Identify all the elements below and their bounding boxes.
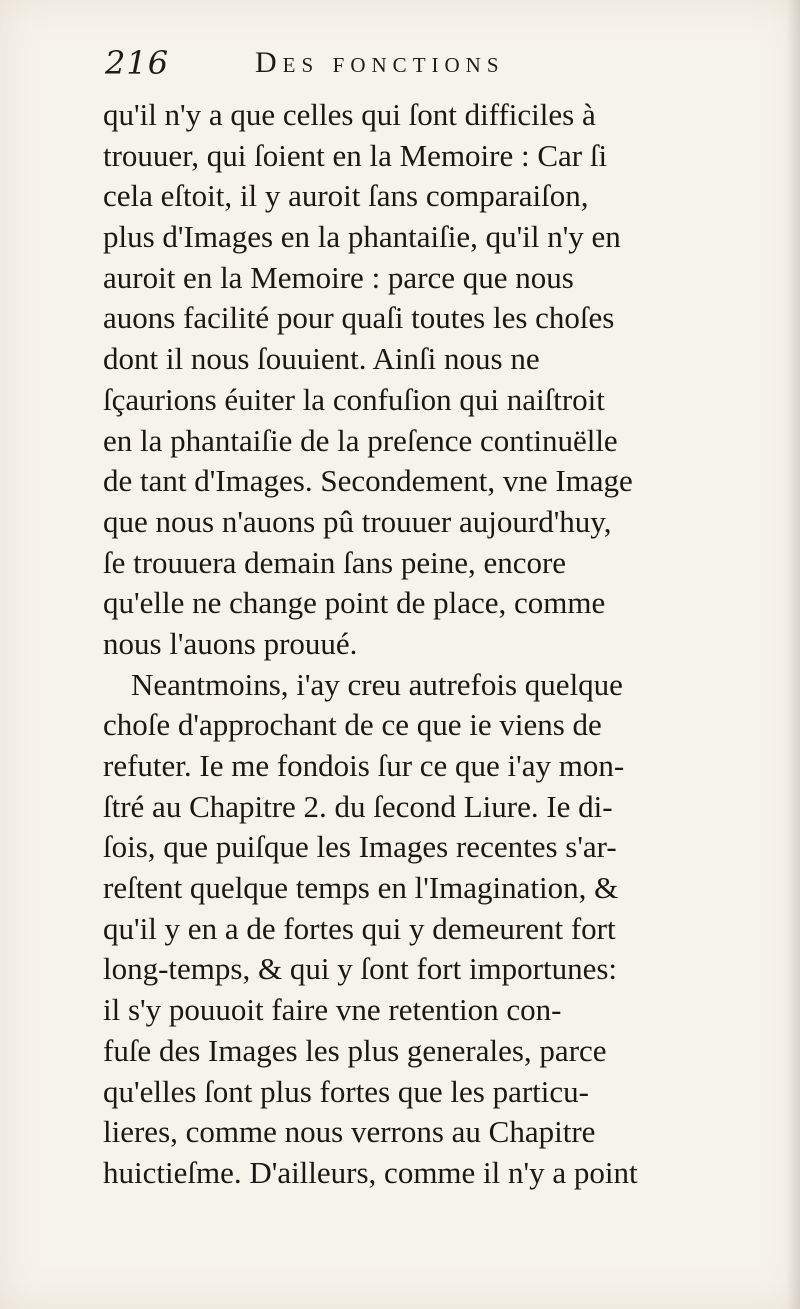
text-line: ſçaurions éuiter la confuſion qui naiſtroit xyxy=(103,381,605,417)
text-line: auroit en la Memoire : parce que nous xyxy=(103,259,574,295)
text-line: fuſe des Images les plus generales, parce xyxy=(103,1032,607,1068)
text-line: refuter. Ie me fondois ſur ce que i'ay mon- xyxy=(103,748,625,783)
text-line: lieres, comme nous verrons au Chapitre xyxy=(103,1114,596,1150)
text-line: dont il nous ſouuient. Ainſi nous ne xyxy=(103,341,540,377)
running-title: Des fonctions xyxy=(255,46,505,79)
text-line: plus d'Images en la phantaiſie, qu'il n'y en xyxy=(103,219,621,255)
text-line: ſtré au Chapitre 2. du ſecond Liure. Ie di- xyxy=(103,788,613,824)
text-line: qu'elle ne change point de place, comme xyxy=(103,585,606,621)
page-number: 216 xyxy=(105,44,170,82)
text-line: ſois, que puiſque les Images recentes s'ar- xyxy=(103,829,617,865)
text-line: huictieſme. D'ailleurs, comme il n'y a point xyxy=(103,1154,638,1190)
text-line: qu'elles ſont plus fortes que les particu- xyxy=(103,1073,589,1109)
text-line: auons facilité pour quaſi toutes les choſes xyxy=(103,300,615,336)
text-line: de tant d'Images. Secondement, vne Image xyxy=(103,463,633,499)
text-line: il s'y pouuoit faire vne retention con- xyxy=(103,992,562,1028)
text-line: long-temps, & qui y ſont fort importunes: xyxy=(103,951,618,987)
page-header xyxy=(105,44,725,88)
body-text xyxy=(103,95,743,1194)
text-line: ſe trouuera demain ſans peine, encore xyxy=(103,544,567,580)
text-line: que nous n'auons pû trouuer aujourd'huy, xyxy=(103,503,612,539)
text-line: en la phantaiſie de la preſence continuëlle xyxy=(103,422,618,458)
text-line: qu'il y en a de fortes qui y demeurent fort xyxy=(103,910,616,946)
text-line: Neantmoins, i'ay creu autrefois quelque xyxy=(131,666,623,702)
text-line: nous l'auons prouué. xyxy=(103,625,358,661)
text-line: qu'il n'y a que celles qui ſont difficiles à xyxy=(103,97,596,132)
page-edge-shadow xyxy=(786,0,800,1309)
text-line: reſtent quelque temps en l'Imagination, & xyxy=(103,870,619,906)
text-line: choſe d'approchant de ce que ie viens de xyxy=(103,707,602,743)
text-line: trouuer, qui ſoient en la Memoire : Car ſi xyxy=(103,137,608,173)
text-line: cela eſtoit, il y auroit ſans comparaiſon, xyxy=(103,178,589,214)
